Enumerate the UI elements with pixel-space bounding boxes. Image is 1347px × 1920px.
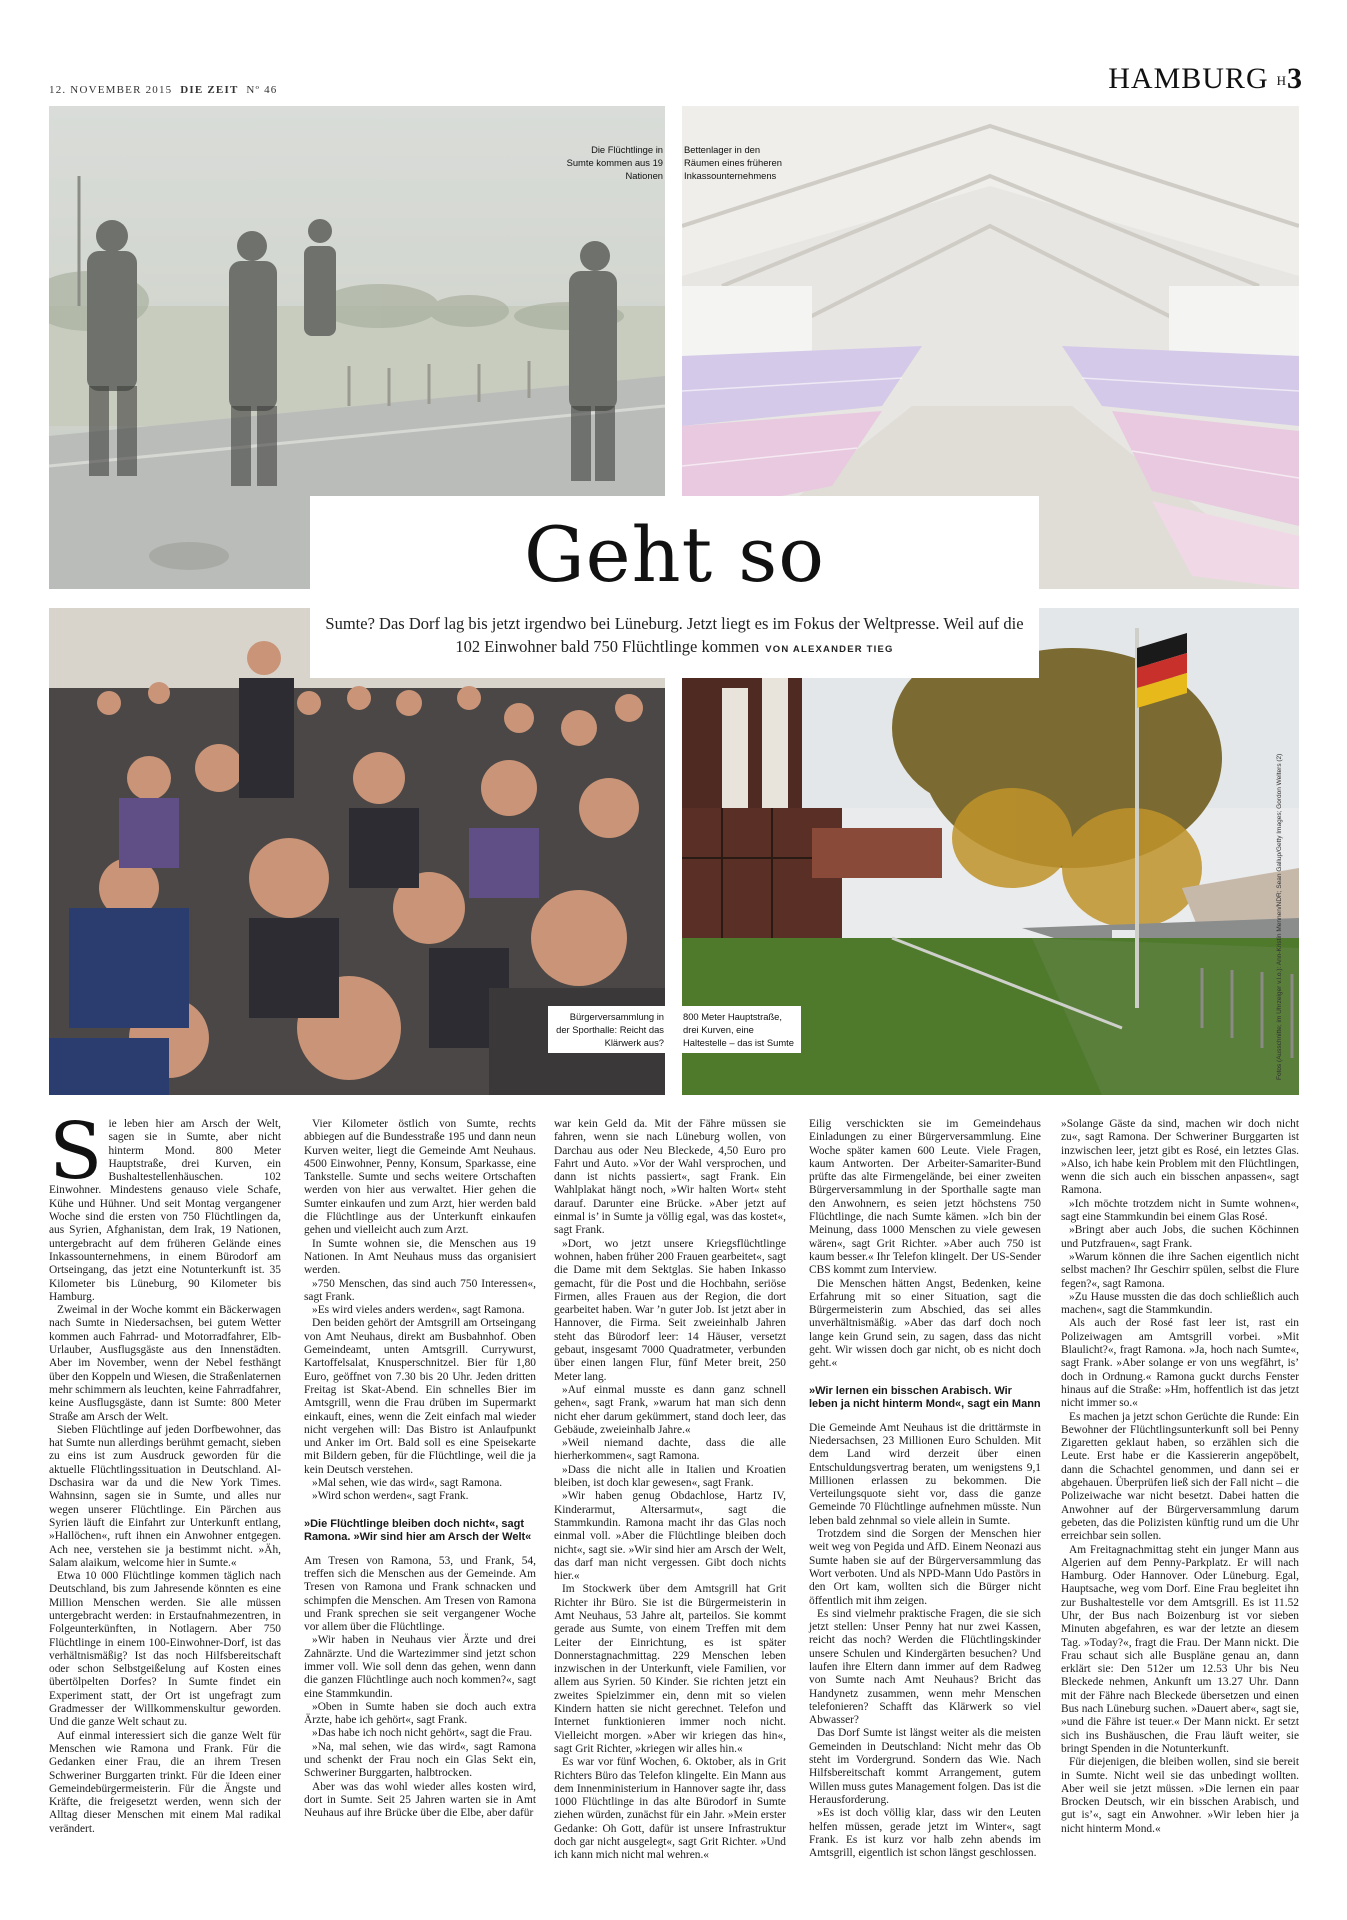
paragraph: »Warum können die ihre Sachen eigentlich nicht selbst machen? Ihr Geschirr spülen, selbst die Flure fegen?«, sagt Ramona. [1061, 1250, 1299, 1290]
paragraph: »Mal sehen, wie das wird«, sagt Ramona. [312, 1477, 503, 1490]
paragraph: war kein Geld da. Mit der Fähre müssen sie fahren, wenn sie nach Lüneburg wollen, von Darchau aus oder Neu Bleckede, 4,50 Euro pro Fahrt und Auto. »Vor der Wahl versprochen, und dann ist nichts passiert«, sagt Frank. Ein Wahlplakat hängt noch, »Wir halten Wort« steht darauf. Darunter eine Brücke. »Aber jetzt auf einmal is’ in Sumte ja völlig egal, was das kostet«, sagt Frank. [554, 1118, 786, 1237]
paragraph: »Es wird vieles anders werden«, sagt Ramona. [312, 1304, 525, 1317]
paragraph: »Dort, wo jetzt unsere Kriegsflüchtlinge wohnen, haben früher 200 Frauen gearbeitet«, sagt die Dame mit dem Sektglas. Sie haben Inkasso gemacht, für die Post und die Hochbahn, seriöse Firmen, alles Frauen aus der Region, die dort gearbeitet haben. War ’n guter Job. Ist jetzt aber in Hannover, die Firma. Seit zweieinhalb Jahren steht das Bürodorf leer: 14 Häuser, versetzt gebaut, insgesamt 7000 Quadratmeter, verbunden über einen langen Flur, fünf Meter breit, 250 Meter lang. [554, 1237, 786, 1383]
paragraph: »750 Menschen, das sind auch 750 Interessen«, sagt Frank. [304, 1277, 536, 1303]
paragraph: »Das habe ich noch nicht gehört«, sagt die Frau. [312, 1727, 533, 1740]
paragraph: »Wir haben in Neuhaus vier Ärzte und drei Zahnärzte. Und die Wartezimmer sind jetzt schon immer voll. Wie soll denn das gehen, wenn dann die ganzen Flüchtlinge auch noch kommen?«, sagt eine Stammkundin. [304, 1634, 536, 1700]
paragraph: Es war vor fünf Wochen, 6. Oktober, als in Grit Richters Büro das Telefon klingelte. Ein Mann aus dem Innenministerium in Hannover sagte ihr, dass 1000 Flüchtlinge in das alte Bürodorf in Sumte ziehen würden, zunächst für ein Jahr. »Mein erster Gedanke: Oh Gott, dafür ist unsere Infrastruktur doch gar nicht ausgelegt«, sagt Grit Richter. »Und ich kann mich nicht mal wehren.« [554, 1756, 786, 1862]
paragraph: Sieben Flüchtlinge auf jeden Dorfbewohner, das hat Sumte nun allerdings berühmt gemacht, sieben zu eins ist zum Ausdruck geworden für die aktuelle Flüchtlingssituation in Deutschland. Al-Dschasira war da und die New York Times. Wahnsinn, sagen sie in Sumte, und alles nur wegen unserer Flüchtlinge. Ein Pärchen aus Syrien läuft die Einfahrt zur Unterkunft entlang, »Hallöchen«, ruft ihnen ein Anwohner entgegen. Ach nee, verstehen sie ja bestimmt nicht. »Äh, Salam alaikum, welcome hier in Sumte.« [49, 1423, 281, 1569]
column-2 [304, 1118, 536, 1821]
paragraph: Am Tresen von Ramona, 53, und Frank, 54, treffen sich die Menschen aus der Gemeinde. Am Tresen von Ramona und Frank schnacken und schimpfen die Menschen. Am Tresen von Ramona und Frank sprechen sie seit vergangener Woche vor allem über die Flüchtlinge. [304, 1554, 536, 1634]
paragraph: »Zu Hause mussten die das doch schließlich auch machen«, sagt die Stammkundin. [1061, 1290, 1299, 1317]
paragraph: »Auf einmal musste es dann ganz schnell gehen«, sagt Frank, »warum hat man sich denn nicht eher darum gekümmert, stand doch leer, das Gebäude, zweieinhalb Jahre.« [554, 1383, 786, 1436]
page-number: 3 [1287, 62, 1303, 95]
column-4 [809, 1118, 1041, 1860]
date: 12. NOVEMBER 2015 [49, 84, 173, 96]
paragraph: Es sind vielmehr praktische Fragen, die sie sich jetzt stellen: Unser Penny hat nur zwei Kassen, reicht das noch? Werden die Flüchtlingskinder unsere Schulen und Kindergärten besuchen? Und laufen ihre Eltern dann immer auf dem Radweg von Sumte nach Amt Neuhaus? Bricht das Handynetz zusammen, wenn mehr Menschen telefonieren? Schafft das Klärwerk so viel Abwasser? [809, 1607, 1041, 1727]
paragraph: Trotzdem sind die Sorgen der Menschen hier weit weg von Pegida und AfD. Einem Neonazi aus Sumte haben sie auf der Bürgerversammlung das Wort verboten. Und als NPD-Mann Udo Pastörs in den Ort kam, wollten sich die Bürger nicht öffentlich mit ihm zeigen. [809, 1528, 1041, 1607]
paragraph: In Sumte wohnen sie, die Menschen aus 19 Nationen. In Amt Neuhaus muss das organisiert werden. [304, 1237, 536, 1277]
paragraph: Am Freitagnachmittag steht ein junger Mann aus Algerien auf dem Penny-Parkplatz. Er will nach Hamburg. Oder Hannover. Oder Lüneburg. Egal, Hauptsache, weg vom Dorf. Eine Frau begleitet ihn zur Bushaltestelle vor dem Amtsgrill. Es ist 11.52 Uhr, der Bus nach Boizenburg ist vor sieben Minuten abgefahren, es war der letzte an diesem Tag. »Today?«, fragt die Frau. Der Mann nickt. Die Frau schaut sich alle Buspläne genau an, dann erklärt sie: Den 512er um 12.53 Uhr bis Neu Bleckede nehmen, Ankunft um 13.27 Uhr. Dann mit der Fähre nach Bleckede übersetzen und einen Bus nach Lüneburg suchen. »Dauert aber«, sagt sie, »und die Fähre ist teuer.« Der Mann nickt. Er setzt sich ins Bushäuschen, die Frau läuft weiter, sie bringt Spenden in die Notunterkunft. [1061, 1543, 1299, 1755]
paper-name: DIE ZEIT [180, 84, 239, 96]
paragraph: »Wird schon werden«, sagt Frank. [312, 1490, 469, 1503]
photo-credit: Fotos (Ausschnitte; im Uhrzeiger v.l.o.): Ann-Kristin Mennen/NDR; Sean Gallup/Getty Images; Gordon Welters (2) [1276, 753, 1283, 1080]
paragraph: Den beiden gehört der Amtsgrill am Ortseingang von Amt Neuhaus, direkt am Busbahnhof. Oben Gemeindeamt, unten Amtsgrill. Currywurst, Kartoffelsalat, Knusperschnitzel. Bier für 1,80 Euro, geöffnet von 7.30 bis 20 Uhr. Jeden dritten Freitag ist Skat-Abend. Ein schnelles Bier im Amtsgrill, wenn die Frau drüben im Supermarkt einkauft, eines, wenn die Zeit einfach mal wieder nicht vergehen will: Das Bistro ist Anlaufpunkt und Anker im Ort. Bald soll es eine Speisekarte mit Bildern geben, für die Flüchtlinge, weil die ja kein Deutsch verstehen. [304, 1317, 536, 1476]
paragraph: Sie leben hier am Arsch der Welt, sagen sie in Sumte, aber nicht hinterm Mond. 800 Meter Hauptstraße, drei Kurven, ein Bushaltestellenhäuschen. 102 Einwohner. Mindestens genauso viele Schafe, Kühe und Hühner. Und seit Montag vergangener Woche sind die ersten von 750 Flüchtlingen da, aus Syrien, Afghanistan, dem Irak, 19 Nationen, untergebracht auf dem früheren Gelände eines Inkassounternehmens, in einem Bürodorf am Ortseingang, das jetzt eine Notunterkunft ist. 35 Kilometer bis Lüneburg, 90 Kilometer bis Hamburg. [49, 1107, 281, 1303]
article-body [49, 1107, 1299, 1898]
paragraph: Für diejenigen, die bleiben wollen, sind sie bereit in Sumte. Nicht weil sie das unbedingt wollten. Aber weil sie jetzt müssen. »Die lernen ein paar Brocken Deutsch, wir ein bisschen Arabisch, und gut is’«, sagt ein Anwohner. »Wir leben hier ja nicht hinterm Mond.« [1061, 1756, 1299, 1835]
paragraph: »Wir haben genug Obdachlose, Hartz IV, Kinderarmut, Altersarmut«, sagt die Stammkundin. Ramona macht ihr das Glas noch einmal voll. »Aber die Flüchtlinge bleiben doch nicht«, sagt sie. »Wir sind hier am Arsch der Welt, das darf man nicht vergessen. Gibt doch nichts hier.« [554, 1490, 786, 1583]
byline: VON ALEXANDER TIEG [765, 644, 894, 655]
drop-cap: S [49, 1107, 103, 1197]
page-prefix: H [1276, 73, 1287, 89]
section-name: HAMBURG [1108, 62, 1269, 95]
paragraph: »Es ist doch völlig klar, dass wir den Leuten helfen müssen, gerade jetzt im Winter«, sagt Frank. Es ist kurz vor halb zehn abends im Amtsgrill, eigentlich ist schon längst geschlossen. [809, 1807, 1041, 1860]
deck-text: Sumte? Das Dorf lag bis jetzt irgendwo bei Lüneburg. Jetzt liegt es im Fokus der Weltpresse. Weil auf die 102 Einwohner bald 750 Flüchtlinge kommen [325, 614, 1024, 656]
paragraph: Aber was das wohl wieder alles kosten wird, dort in Sumte. Seit 25 Jahren warten sie in Amt Neuhaus auf ihre Brücke über die Elbe, aber dafür [304, 1780, 536, 1820]
caption-hall: Bettenlager in den Räumen eines früheren Inkassounternehmens [684, 144, 782, 181]
paragraph: »Dass die nicht alle in Italien und Kroatien bleiben, ist doch klar gewesen«, sagt Frank. [554, 1463, 786, 1490]
section-header [1108, 62, 1303, 96]
paragraph: Das Dorf Sumte ist längst weiter als die meisten Gemeinden in Deutschland: Nicht mehr das Ob steht im Vordergrund. Sondern das Wie. Nach Hilfsbereitschaft kommt Arrangement, gutem Willen muss gutes Management folgen. Das ist die Herausforderung. [809, 1727, 1041, 1806]
paragraph: Als auch der Rosé fast leer ist, rast ein Polizeiwagen am Amtsgrill vorbei. »Mit Blaulicht?«, fragt Ramona. »Ja, hoch nach Sumte«, sagt Frank. »Aber solange er von uns wegfährt, is’ doch in Ordnung.« Ramona guckt durchs Fenster hinaus auf die Straße: »Hm, hoffentlich ist das jetzt nicht immer so.« [1061, 1317, 1299, 1410]
paragraph: Eilig verschickten sie im Gemeindehaus Einladungen zu einer Bürgerversammlung. Eine Woche später kamen 600 Leute. Viele Fragen, kaum Antworten. Der Arbeiter-Samariter-Bund prüfte das alte Firmengelände, bei einer zweiten Bürgerversammlung in der Sporthalle sagte man den Anwohnern, es seien jetzt höchstens 750 Flüchtlinge, die nach Sumte kämen. »Ich bin der Meinung, dass 1000 Menschen zu viele gewesen wären«, sagt Grit Richter. »Aber auch 750 ist kaum besser.« Ihr Telefon klingelt. Der US-Sender CBS kommt zum Interview. [809, 1118, 1041, 1277]
deck [310, 612, 1039, 661]
headline: Geht so [523, 510, 826, 599]
caption-village: 800 Meter Hauptstraße, drei Kurven, eine Haltestelle – das ist Sumte [677, 1006, 801, 1053]
issue-number: Nº 46 [246, 84, 278, 96]
subheading: »Wir lernen ein bisschen Arabisch. Wir leben ja nicht hinterm Mond«, sagt ein Mann [809, 1384, 1041, 1411]
caption-field: Die Flüchtlinge in Sumte kommen aus 19 Nationen [566, 144, 663, 181]
column-3 [554, 1118, 786, 1863]
dateline [49, 84, 278, 96]
paragraph: Die Gemeinde Amt Neuhaus ist die drittärmste in Niedersachsen, 23 Millionen Euro Schulden. Mit dem Land wird derzeit über einen Entschuldungsvertrag beraten, um wenigstens 9,1 Millionen erlassen zu bekommen. Die Verteilungsquote sieht vor, dass die ganze Gemeinde 70 Flüchtlinge aufnehmen müsste. Nun leben bald zehnmal so viele allein in Sumte. [809, 1421, 1041, 1527]
paragraph: »Bringt aber auch Jobs, die suchen Köchinnen und Putzfrauen«, sagt Frank. [1061, 1224, 1299, 1250]
deck-box [310, 608, 1039, 678]
paragraph: Im Stockwerk über dem Amtsgrill hat Grit Richter ihr Büro. Sie ist die Bürgermeisterin in Amt Neuhaus, 53 Jahre alt, parteilos. Sie kommt gerade aus Sumte, von einem Treffen mit dem Leiter der Einrichtung, es ist später Donnerstagnachmittag. 229 Menschen leben inzwischen in der Unterkunft, viele Familien, vor allem aus Syrien. 50 Kinder. Sie richten jetzt ein zweites Spielzimmer ein, denn mit so vielen Kindern hatten sie nicht gerechnet. Telefon und Internet funktionieren immer noch nicht. Vielleicht morgen. »Aber wir kriegen das hin«, sagt Grit Richter, »kriegen wir alles hin.« [554, 1583, 786, 1755]
paragraph: Etwa 10 000 Flüchtlinge kommen täglich nach Deutschland, bis zum Jahresende könnten es eine Million Menschen werden. Sie alle müssen untergebracht werden: in Erstaufnahmezentren, in Folgeunterkünften, in Notlagern. Aber 750 Flüchtlinge in einem 100-Einwohner-Dorf, ist das verhältnismäßig? Ist das noch Hilfsbereitschaft oder schon Selbstgeißelung auf Kosten eines übertölpelten Dorfes? In Sumte findet ein Experiment statt, der Ort ist ungefragt zum Gradmesser der Willkommenskultur geworden. Und die ganze Welt schaut zu. [49, 1570, 281, 1729]
paragraph: Auf einmal interessiert sich die ganze Welt für Menschen wie Ramona und Frank. Für die Gedanken einer Frau, die an ihrem Tresen Schweriner Burggarten trinkt. Für die Ideen einer Gemeindebürgermeisterin. Für die Ängste und Kräfte, die freigesetzt werden, wenn sich der Alltag dieser Menschen mit einem Mal radikal verändert. [49, 1729, 281, 1835]
paragraph: Vier Kilometer östlich von Sumte, rechts abbiegen auf die Bundesstraße 195 und dann neun Kurven weiter, liegt die Gemeinde Amt Neuhaus. 4500 Einwohner, Penny, Konsum, Sparkasse, eine Tankstelle. Sumte und sechs weitere Ortschaften werden von hier aus verwaltet. Hier gehen die Sumter einkaufen und zum Arzt, hier werden bald die Flüchtlinge aus der Unterkunft einkaufen gehen und vielleicht auch zum Arzt. [304, 1118, 536, 1237]
paragraph: Die Menschen hätten Angst, Bedenken, keine Erfahrung mit so einer Situation, sagt die Bürgermeisterin zum Abschied, das sei alles unverhältnismäßig. »Aber das darf doch noch lange kein Grund sein, zu sagen, dass das nicht geht. Wir wissen doch gar nicht, ob es nicht doch geht.« [809, 1277, 1041, 1370]
column-5 [1061, 1118, 1299, 1836]
column-1 [49, 1107, 282, 1836]
paragraph: Zweimal in der Woche kommt ein Bäckerwagen nach Sumte in Niedersachsen, bei gutem Wetter kommen auch Fahrrad- und Motorradfahrer, Elb-Urlauber, Ausflugsgäste aus den Innenstädten. Aber im November, wenn der Nebel festhängt über den Koppeln und Wiesen, die Straßenlaternen mehr schimmern als leuchten, keine Fahrradfahrer, keine Ausflugsgäste, dann ist Sumte: 800 Meter Straße am Arsch der Welt. [49, 1304, 282, 1423]
paragraph: »Weil niemand dachte, dass die alle hierherkommen«, sagt Ramona. [554, 1437, 786, 1463]
caption-crowd: Bürgerversammlung in der Sporthalle: Reicht das Klärwerk aus? [548, 1006, 670, 1053]
subheading: »Die Flüchtlinge bleiben doch nicht«, sagt Ramona. »Wir sind hier am Arsch der Welt« [304, 1517, 532, 1544]
paragraph: »Na, mal sehen, wie das wird«, sagt Ramona und schenkt der Frau noch ein Glas Sekt ein, Schweriner Burggarten, halbtrocken. [304, 1740, 536, 1780]
paragraph: Es machen ja jetzt schon Gerüchte die Runde: Ein Bewohner der Flüchtlingsunterkunft soll bei Penny Zigaretten geklaut haben, so erzählen sich die Leute. Erst habe er die Kassiererin angepöbelt, dann die Schachtel genommen, und dann sei er abgehauen. Überprüfen ließ sich der Fall nicht – die Polizeiwache war nicht besetzt. Dabei hatten die Anwohner auf der Bürgerversammlung darum gebeten, das die Polizisten künftig rund um die Uhr erreichbar sein sollen. [1061, 1410, 1299, 1543]
paragraph: »Solange Gäste da sind, machen wir doch nicht zu«, sagt Ramona. Der Schweriner Burggarten ist inzwischen leer, jetzt gibt es Rosé, ein letztes Glas. »Also, ich habe kein Problem mit den Flüchtlingen, wenn die sich auch ein bisschen anpassen«, sagt Ramona. [1061, 1118, 1299, 1197]
paragraph: »Ich möchte trotzdem nicht in Sumte wohnen«, sagt eine Stammkundin bei einem Glas Rosé. [1061, 1197, 1299, 1224]
paragraph: »Oben in Sumte haben sie doch auch extra Ärzte, habe ich gehört«, sagt Frank. [304, 1700, 536, 1727]
